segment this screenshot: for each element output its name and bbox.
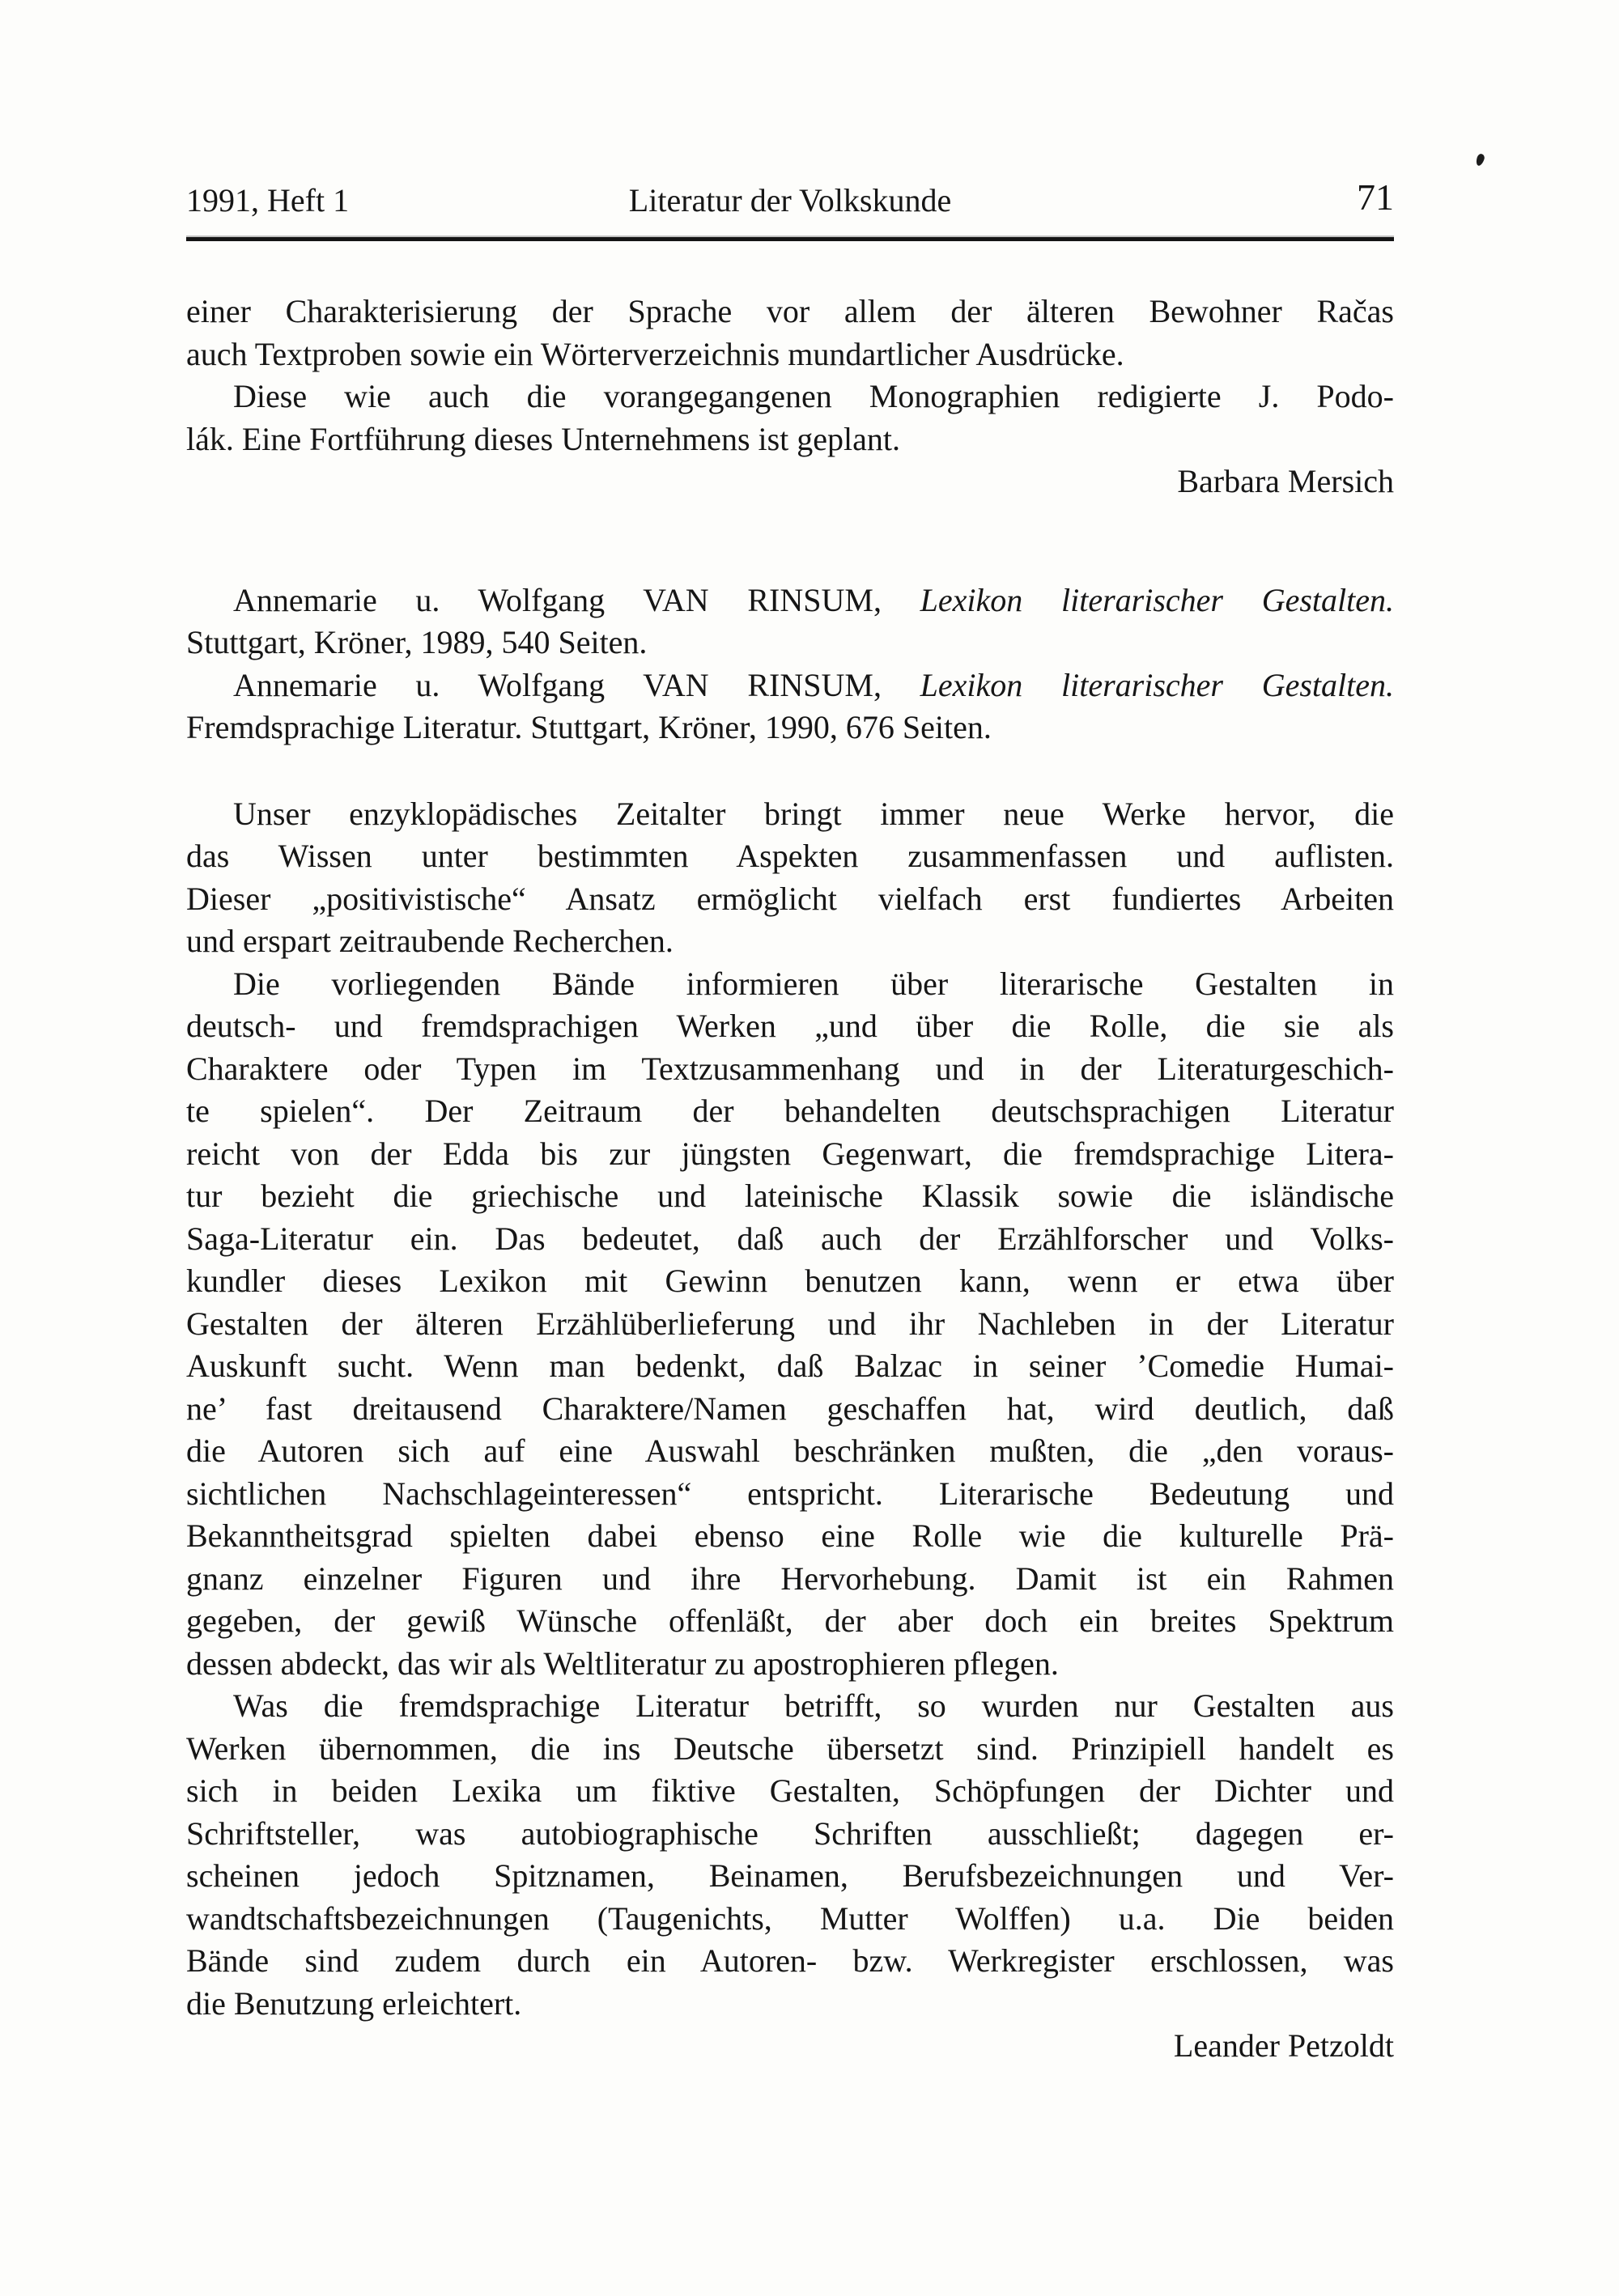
text-segment: Diese wie auch die vorangegangenen Monographien redigierte J. Podo-: [233, 378, 1394, 414]
header-rule: [186, 237, 1394, 241]
text-segment: deutsch- und fremdsprachigen Werken „und über die Rolle, die sie als: [186, 1008, 1394, 1044]
text-segment: die Autoren sich auf eine Auswahl beschränken mußten, die „den voraus-: [186, 1432, 1394, 1469]
text-segment: das Wissen unter bestimmten Aspekten zusammenfassen und auflisten.: [186, 838, 1394, 874]
text-line: [186, 1430, 1394, 1473]
text-segment: Bände sind zudem durch ein Autoren- bzw. Werkregister erschlossen, was: [186, 1942, 1394, 1979]
text-line: [186, 1175, 1394, 1218]
text-line: [186, 1813, 1394, 1856]
text-line: [186, 1600, 1394, 1643]
header-title: Literatur der Volkskunde: [628, 182, 952, 219]
text-segment: Annemarie u. Wolfgang VAN RINSUM,: [233, 666, 920, 703]
text-column: [186, 0, 1394, 2068]
paragraph-spacer: [186, 749, 1394, 793]
text-segment: Die vorliegenden Bände informieren über literarische Gestalten in: [233, 965, 1394, 1002]
text-line: [186, 1685, 1394, 1728]
text-segment: scheinen jedoch Spitznamen, Beinamen, Berufsbezeichnungen und Ver-: [186, 1857, 1394, 1894]
book-title-italic: Lexikon literarischer Gestalten.: [920, 666, 1395, 703]
text-segment: Auskunft sucht. Wenn man bedenkt, daß Balzac in seiner ’Comedie Humai-: [186, 1347, 1394, 1384]
text-segment: Charaktere oder Typen im Textzusammenhang und in der Literaturgeschich-: [186, 1050, 1394, 1087]
text-segment: Was die fremdsprachige Literatur betrifft, so wurden nur Gestalten aus: [233, 1687, 1394, 1724]
text-line: [186, 1048, 1394, 1091]
text-line: [186, 1260, 1394, 1303]
text-line: [186, 622, 1394, 664]
text-segment: wandtschaftsbezeichnungen (Taugenichts, Mutter Wolffen) u.a. Die beiden: [186, 1899, 1394, 1937]
text-segment: Annemarie u. Wolfgang VAN RINSUM,: [233, 581, 920, 618]
book-title-italic: Lexikon literarischer Gestalten.: [920, 581, 1395, 618]
text-segment: gegeben, der gewiß Wünsche offenläßt, der aber doch ein breites Spektrum: [186, 1602, 1394, 1639]
text-segment: und erspart zeitraubende Recherchen.: [186, 923, 674, 959]
text-line: [186, 835, 1394, 878]
paragraph-spacer: [186, 503, 1394, 579]
text-line: [186, 1133, 1394, 1176]
scan-speck: [1475, 153, 1485, 167]
reviewer-signature: Leander Petzoldt: [1173, 2027, 1394, 2064]
text-line: [186, 1898, 1394, 1941]
text-segment: auch Textproben sowie ein Wörterverzeichnis mundartlicher Ausdrücke.: [186, 335, 1124, 372]
text-line: [186, 963, 1394, 1006]
text-line: [186, 376, 1394, 418]
text-line: [186, 1558, 1394, 1601]
text-line: [186, 1345, 1394, 1388]
text-line: [186, 878, 1394, 921]
text-line: [186, 1388, 1394, 1431]
reviewer-signature: Barbara Mersich: [1177, 463, 1394, 499]
text-segment: Werken übernommen, die ins Deutsche übersetzt sind. Prinzipiell handelt es: [186, 1729, 1394, 1767]
text-segment: Fremdsprachige Literatur. Stuttgart, Kröner, 1990, 676 Seiten.: [186, 709, 992, 745]
text-line: [186, 1303, 1394, 1346]
text-line: [186, 1090, 1394, 1133]
text-segment: Bekanntheitsgrad spielten dabei ebenso eine Rolle wie die kulturelle Prä-: [186, 1517, 1394, 1554]
text-line: [186, 291, 1394, 333]
text-body: [186, 291, 1394, 2068]
page-header: [186, 176, 1394, 220]
text-segment: Saga-Literatur ein. Das bedeutet, daß auch der Erzählforscher und Volks-: [186, 1220, 1394, 1257]
text-line: [186, 333, 1394, 376]
text-line: [186, 1728, 1394, 1771]
text-line: [186, 664, 1394, 707]
text-line: [186, 1218, 1394, 1261]
text-line: [186, 1005, 1394, 1048]
text-line: [186, 1855, 1394, 1898]
text-segment: dessen abdeckt, das wir als Weltliteratur zu apostrophieren pflegen.: [186, 1645, 1059, 1682]
text-segment: Dieser „positivistische“ Ansatz ermöglicht vielfach erst fundiertes Arbeiten: [186, 880, 1394, 917]
text-segment: Schriftsteller, was autobiographische Schriften ausschließt; dagegen er-: [186, 1814, 1394, 1852]
text-segment: sich in beiden Lexika um fiktive Gestalten, Schöpfungen der Dichter und: [186, 1772, 1394, 1809]
text-line: [186, 1770, 1394, 1813]
text-segment: sichtlichen Nachschlageinteressen“ entspricht. Literarische Bedeutung und: [186, 1475, 1394, 1512]
text-segment: tur bezieht die griechische und lateinische Klassik sowie die isländische: [186, 1178, 1394, 1214]
text-segment: die Benutzung erleichtert.: [186, 1984, 522, 2022]
text-segment: reicht von der Edda bis zur jüngsten Gegenwart, die fremdsprachige Litera-: [186, 1135, 1394, 1172]
text-line: [186, 793, 1394, 836]
header-issue: 1991, Heft 1: [186, 182, 350, 219]
text-segment: Unser enzyklopädisches Zeitalter bringt immer neue Werke hervor, die: [233, 795, 1394, 832]
text-line: [186, 1473, 1394, 1516]
text-line: [186, 1983, 1394, 2026]
text-segment: einer Charakterisierung der Sprache vor allem der älteren Bewohner Račas: [186, 293, 1394, 329]
text-line: [186, 1515, 1394, 1558]
text-segment: Stuttgart, Kröner, 1989, 540 Seiten.: [186, 624, 648, 660]
text-line: [186, 1940, 1394, 1983]
text-segment: lák. Eine Fortführung dieses Unternehmens ist geplant.: [186, 420, 901, 457]
text-line: [186, 707, 1394, 749]
text-segment: te spielen“. Der Zeitraum der behandelten deutschsprachigen Literatur: [186, 1093, 1394, 1129]
header-page-number: 71: [1357, 176, 1394, 218]
text-line: [186, 1643, 1394, 1686]
text-segment: Gestalten der älteren Erzählüberlieferung und ihr Nachleben in der Literatur: [186, 1305, 1394, 1342]
text-segment: ne’ fast dreitausend Charaktere/Namen geschaffen hat, wird deutlich, daß: [186, 1390, 1394, 1427]
text-line: [186, 418, 1394, 461]
text-segment: gnanz einzelner Figuren und ihre Hervorhebung. Damit ist ein Rahmen: [186, 1560, 1394, 1597]
text-segment: kundler dieses Lexikon mit Gewinn benutzen kann, wenn er etwa über: [186, 1263, 1394, 1299]
text-line: [186, 920, 1394, 963]
text-line: [186, 579, 1394, 622]
